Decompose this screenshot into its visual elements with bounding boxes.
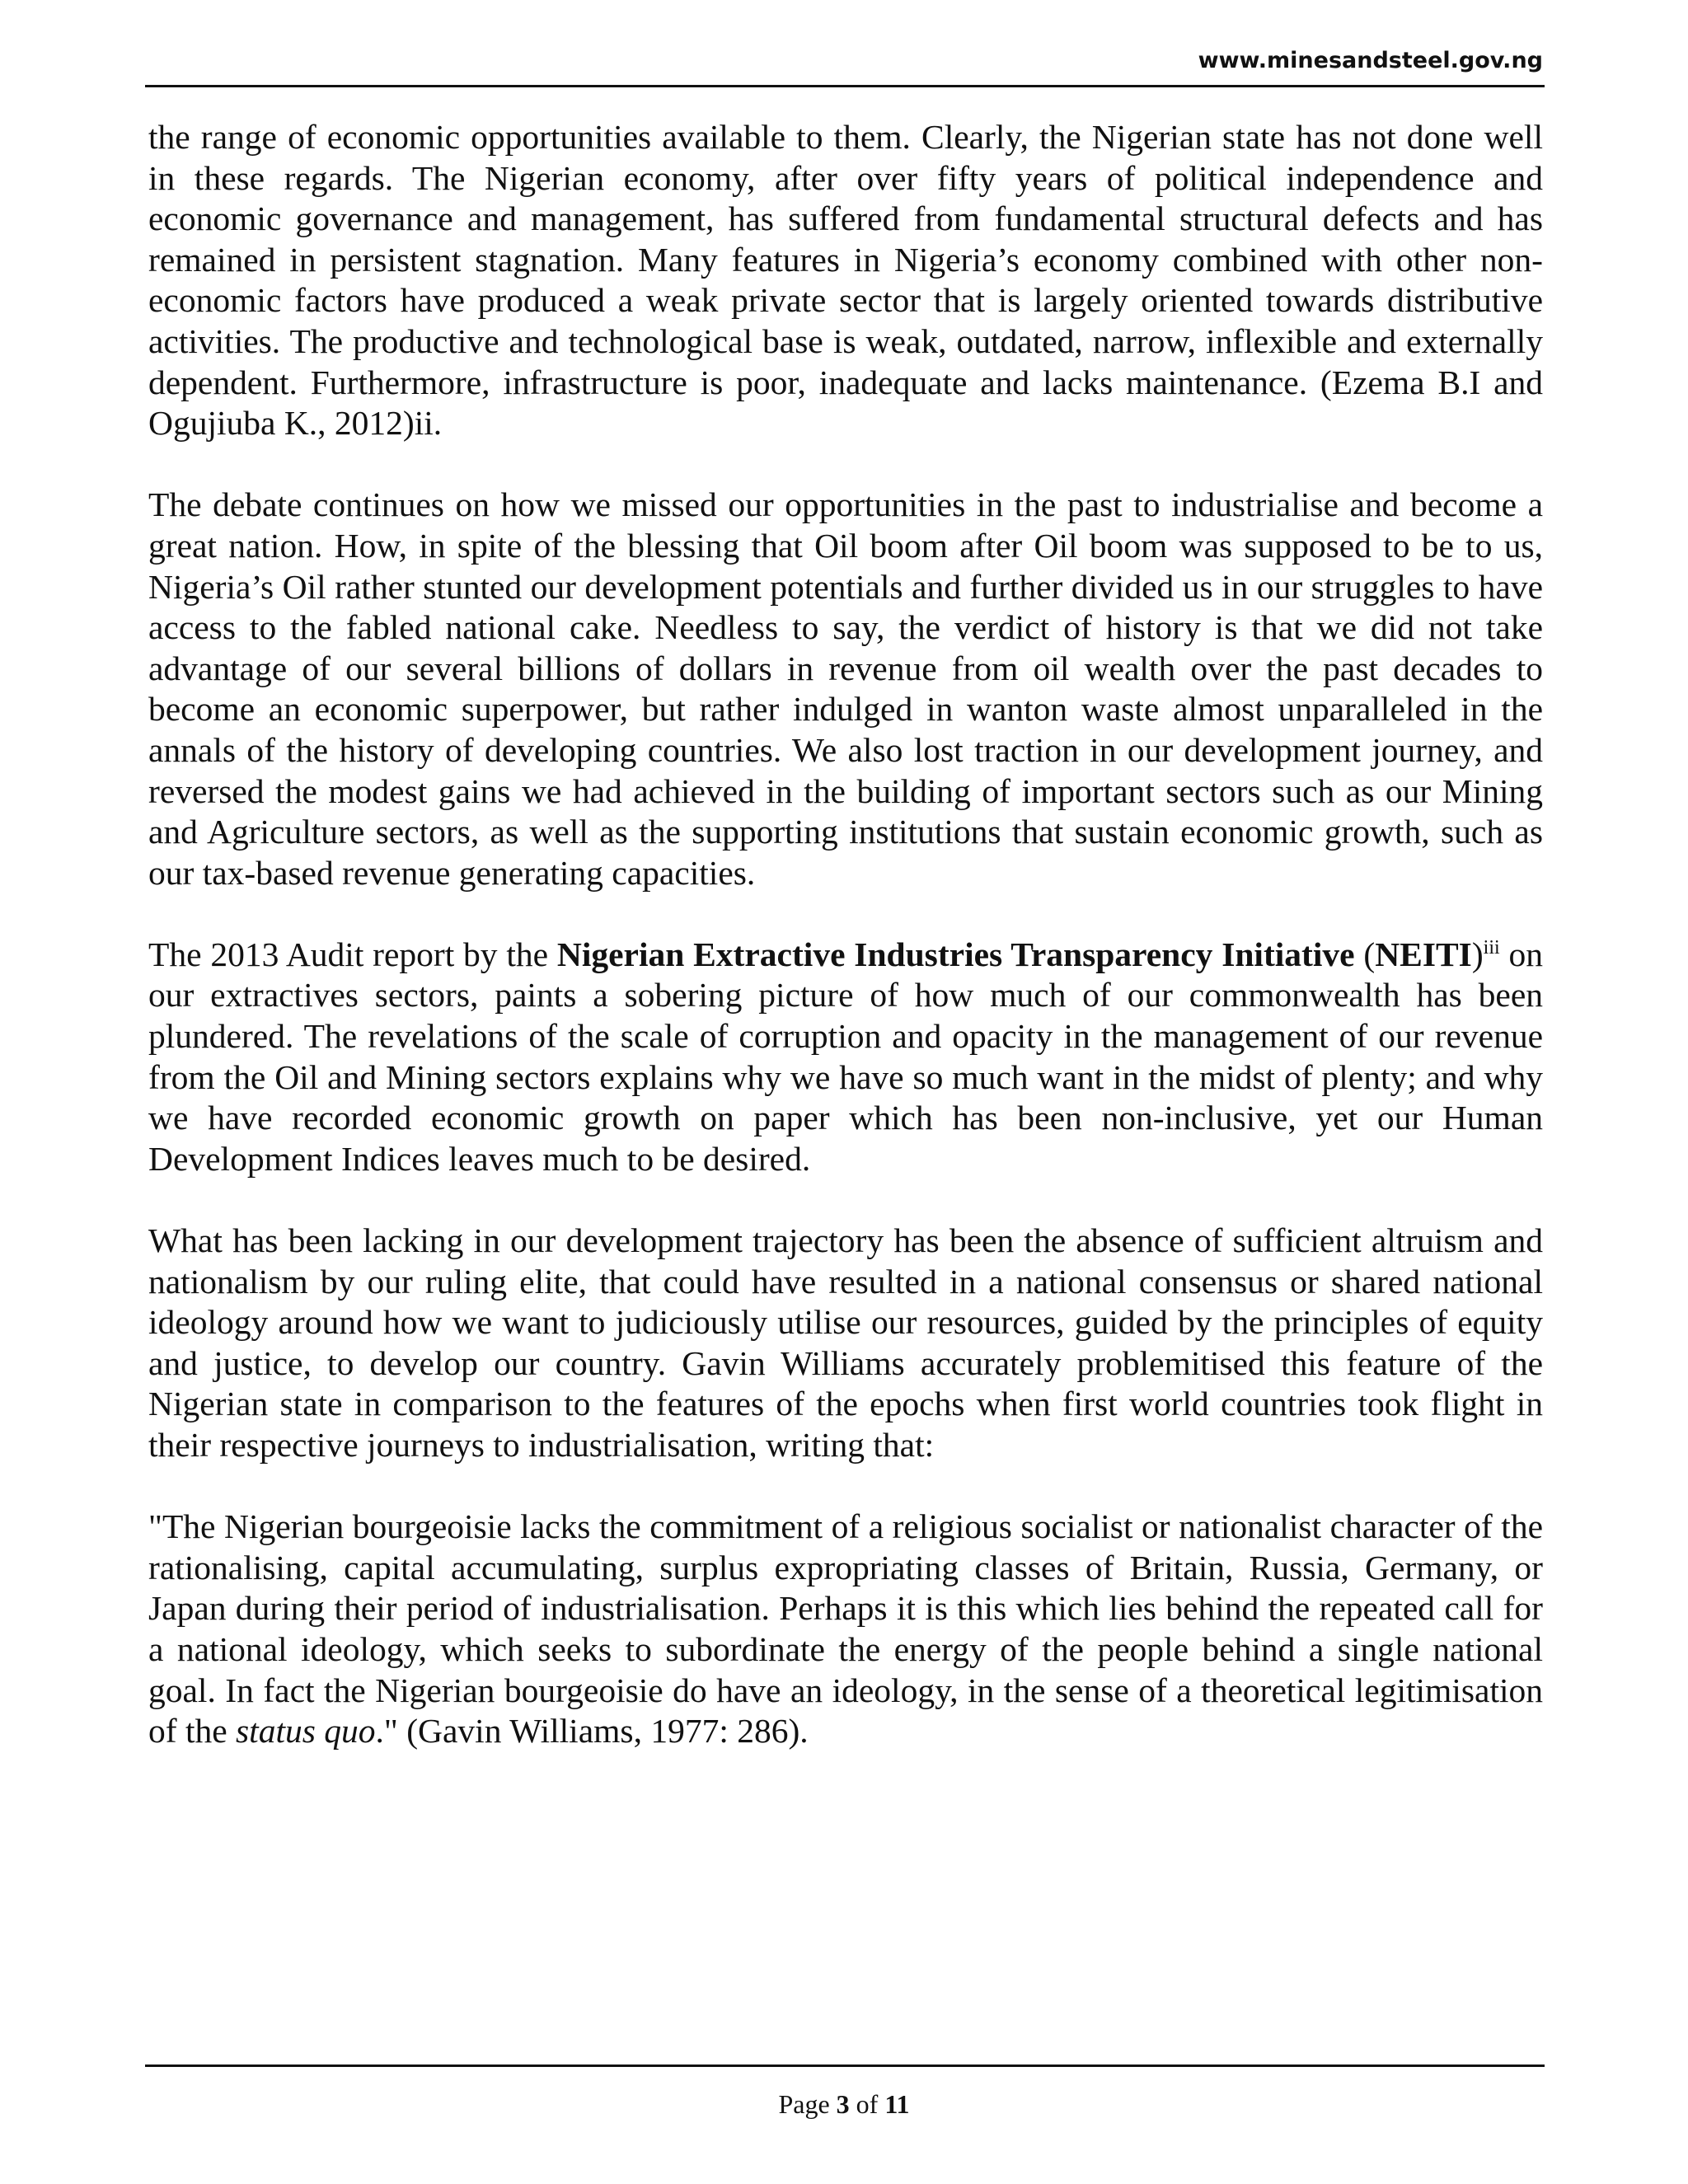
current-page: 3: [836, 2089, 850, 2119]
italic-term: status quo: [236, 1712, 376, 1750]
document-body: [148, 117, 1543, 1793]
text: ): [1471, 935, 1484, 973]
footer-divider: [145, 2064, 1545, 2067]
text: (: [1354, 935, 1376, 973]
paragraph-4: What has been lacking in our development trajectory has been the absence of sufficient altruism and nationalism by our ruling elite, that could have resulted in a national consensus or shared national ideology around how we want to judiciously utilise our resources, guided by the principles of equity and justice, to develop our country. Gavin Williams accurately problemitised this feature of the Nigerian state in comparison to the features of the epochs when first world countries took flight in their respective journeys to industrialisation, writing that:: [148, 1221, 1543, 1464]
of-label: of: [856, 2089, 879, 2119]
header-divider: [145, 85, 1545, 87]
paragraph-3: [148, 935, 1543, 1180]
quote-paragraph: [148, 1507, 1543, 1752]
paragraph-1: the range of economic opportunities available to them. Clearly, the Nigerian state has not done well in these regards. The Nigerian economy, after over fifty years of political independence and economic governance and management, has suffered from fundamental structural defects and has remained in persistent stagnation. Many features in Nigeria’s economy combined with other non-economic factors have produced a weak private sector that is largely oriented towards distributive activities. The productive and technological base is weak, outdated, narrow, inflexible and externally dependent. Furthermore, infrastructure is poor, inadequate and lacks maintenance. (Ezema B.I and Ogujiuba K., 2012)ii.: [148, 118, 1543, 443]
total-pages: 11: [884, 2089, 910, 2119]
text: on our extractives sectors, paints a sobering picture of how much of our commonwealth has been plundered. The revelations of the scale of corruption and opacity in the management of our revenue from the Oil and Mining sectors explains why we have so much want in the midst of plenty; and why we have recorded economic growth on paper which has been non-inclusive, yet our Human Development Indices leaves much to be desired.: [148, 935, 1543, 1178]
header-url: www.minesandsteel.gov.ng: [1198, 48, 1543, 73]
page-label: Page: [778, 2089, 830, 2119]
text: "The Nigerian bourgeoisie lacks the commitment of a religious socialist or nationalist character of the rationalising, capital accumulating, surplus expropriating classes of Britain, Russia, Germany, or Japan during their period of industrialisation. Perhaps it is this which lies behind the repeated call for a national ideology, which seeks to subordinate the energy of the people behind a single national goal. In fact the Nigerian bourgeoisie do have an ideology, in the sense of a theoretical legitimisation of the: [148, 1507, 1543, 1750]
page-number: [0, 2089, 1688, 2120]
text: ." (Gavin Williams, 1977: 286).: [375, 1712, 809, 1750]
endnote-ref: iii: [1483, 937, 1500, 959]
text: The 2013 Audit report by the: [148, 935, 557, 973]
paragraph-2: The debate continues on how we missed our opportunities in the past to industrialise and become a great nation. How, in spite of the blessing that Oil boom after Oil boom was supposed to be to us, Nigeria’s Oil rather stunted our development potentials and further divided us in our struggles to have access to the fabled national cake. Needless to say, the verdict of history is that we did not take advantage of our several billions of dollars in revenue from oil wealth over the past decades to become an economic superpower, but rather indulged in wanton waste almost unparalleled in the annals of the history of developing countries. We also lost traction in our development journey, and reversed the modest gains we had achieved in the building of important sectors such as our Mining and Agriculture sectors, as well as the supporting institutions that sustain economic growth, such as our tax-based revenue generating capacities.: [148, 485, 1543, 892]
bold-org-name: Nigerian Extractive Industries Transparency Initiative: [556, 935, 1355, 973]
bold-acronym: NEITI: [1375, 935, 1472, 973]
